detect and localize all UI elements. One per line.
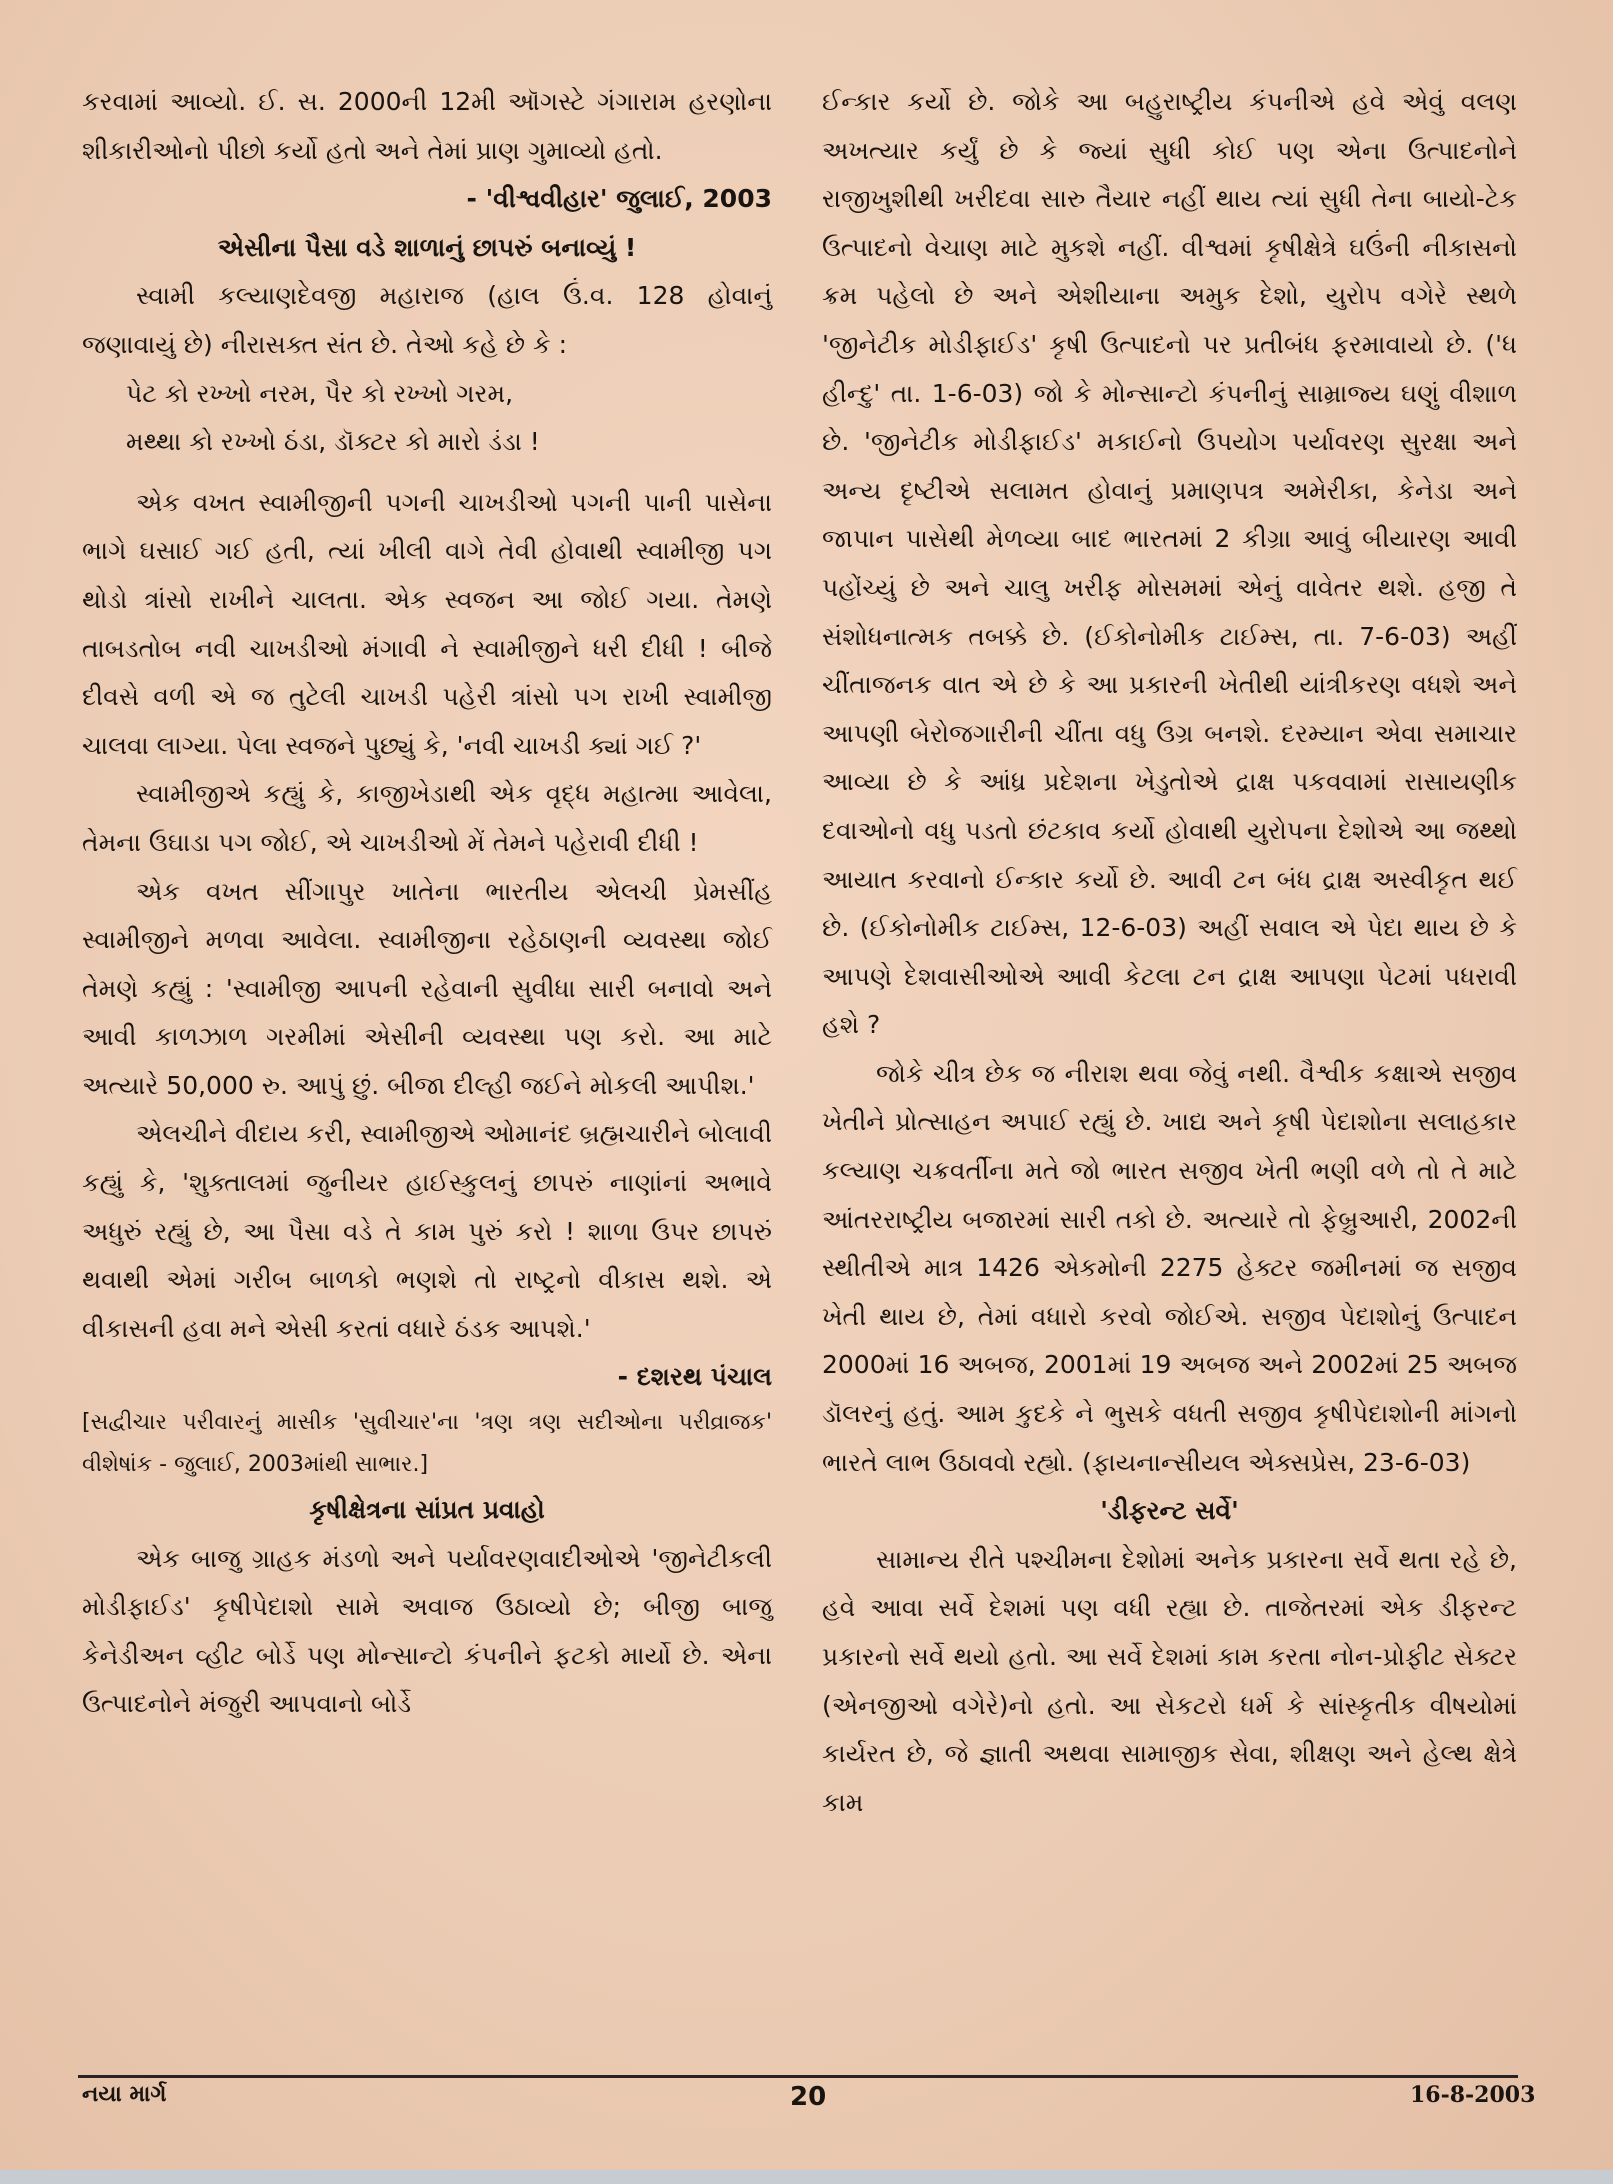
paragraph: એક વખત સ્વામીજીની પગની ચાખડીઓ પગની પાની પાસેના ભાગે ઘસાઈ ગઈ હતી, ત્યાં ખીલી વાગે તેવી હોવાથી સ્વામીજી પગ થોડો ત્રાંસો રાખીને ચાલતા. એક સ્વજન આ જોઈ ગયા. તેમણે તાબડતોબ નવી ચાખડીઓ મંગાવી ને સ્વામીજીને ધરી દીધી ! બીજે દીવસે વળી એ જ તુટેલી ચાખડી પહેરી ત્રાંસો પગ રાખી સ્વામીજી ચાલવા લાગ્યા. પેલા સ્વજને પુછ્યું કે, 'નવી ચાખડી ક્યાં ગઈ ?' <box>82 487 772 760</box>
paragraph: એક વખત સીંગાપુર ખાતેના ભારતીય એલચી પ્રેમસીંહ સ્વામીજીને મળવા આવેલા. સ્વામીજીના રહેઠાણની વ્યવસ્થા જોઈ તેમણે કહ્યું : 'સ્વામીજી આપની રહેવાની સુવીધા સારી બનાવો અને આવી કાળઝાળ ગરમીમાં એસીની વ્યવસ્થા પણ કરો. આ માટે અત્યારે 50,000 રુ. આપું છું. બીજા દીલ્હી જઈને મોકલી આપીશ.' <box>82 876 772 1100</box>
issue-date: 16-8-2003 <box>1410 2082 1536 2108</box>
section-heading: એસીના પૈસા વડે શાળાનું છાપરું બનાવ્યું ! <box>217 232 637 262</box>
source-note: [સદ્વીચાર પરીવારનું માસીક 'સુવીચાર'ના 'ત્રણ ત્રણ સદીઓના પરીવ્રાજક' વીશેષાંક - જુલાઈ, 2003માંથી સાભાર.] <box>82 1410 772 1478</box>
paragraph: કરવામાં આવ્યો. ઈ. સ. 2000ની 12મી ઑગસ્ટે ગંગારામ હરણોના શીકારીઓનો પીછો કર્યો હતો અને તેમાં પ્રાણ ગુમાવ્યો હતો. <box>82 87 772 165</box>
verse-line: મથ્થા કો રખ્ખો ઠંડા, ડૉક્ટર કો મારો ડંડા ! <box>126 427 540 457</box>
verse-line: પેટ કો રખ્ખો નરમ, પૈર કો રખ્ખો ગરમ, <box>126 378 514 408</box>
right-column <box>822 78 1517 1827</box>
author-credit: - દશરથ પંચાલ <box>617 1362 772 1392</box>
paragraph: સ્વામી કલ્યાણદેવજી મહારાજ (હાલ ઉં.વ. 128 હોવાનું જણાવાયું છે) નીરાસક્ત સંત છે. તેઓ કહે છે કે : <box>82 281 772 359</box>
paragraph: ઈન્કાર કર્યો છે. જોકે આ બહુરાષ્ટ્રીય કંપનીએ હવે એવું વલણ અખત્યાર કર્યું છે કે જ્યાં સુધી કોઈ પણ એના ઉત્પાદનોને રાજીખુશીથી ખરીદવા સારુ તૈયાર નહીં થાય ત્યાં સુધી તેના બાયો-ટેક ઉત્પાદનો વેચાણ માટે મુકશે નહીં. વીશ્વમાં કૃષીક્ષેત્રે ઘઉંની નીકાસનો ક્રમ પહેલો છે અને એશીયાના અમુક દેશો, યુરોપ વગેરે સ્થળે 'જીનેટીક મોડીફાઈડ' કૃષી ઉત્પાદનો પર પ્રતીબંધ ફરમાવાયો છે. ('ધ હીન્દુ' તા. 1-6-03) જો કે મોન્સાન્ટો કંપનીનું સામ્રાજ્ય ઘણું વીશાળ છે. 'જીનેટીક મોડીફાઈડ' મકાઈનો ઉપયોગ પર્યાવરણ સુરક્ષા અને અન્ય દૃષ્ટીએ સલામત હોવાનું પ્રમાણપત્ર અમેરીકા, કેનેડા અને જાપાન પાસેથી મેળવ્યા બાદ ભારતમાં 2 કીગ્રા આવું બીયારણ આવી પહોંચ્યું છે અને ચાલુ ખરીફ મોસમમાં એનું વાવેતર થશે. હજી તે સંશોધનાત્મક તબક્કે છે. (ઈકોનોમીક ટાઈમ્સ, તા. 7-6-03) અહીં ચીંતાજનક વાત એ છે કે આ પ્રકારની ખેતીથી યાંત્રીકરણ વધશે અને આપણી બેરોજગારીની ચીંતા વધુ ઉગ્ર બનશે. દરમ્યાન એવા સમાચાર આવ્યા છે કે આંધ્ર પ્રદેશના ખેડુતોએ દ્રાક્ષ પકવવામાં રાસાયણીક દવાઓનો વધુ પડતો છંટકાવ કર્યો હોવાથી યુરોપના દેશોએ આ જથ્થો આયાત કરવાનો ઈન્કાર કર્યો છે. આવી ટન બંધ દ્રાક્ષ અસ્વીકૃત થઈ છે. (ઈકોનોમીક ટાઈમ્સ, 12-6-03) અહીં સવાલ એ પેદા થાય છે કે આપણે દેશવાસીઓએ આવી કેટલા ટન દ્રાક્ષ આપણા પેટમાં પધરાવી હશે ? <box>822 87 1517 1040</box>
section-heading: કૃષીક્ષેત્રના સાંપ્રત પ્રવાહો <box>309 1495 545 1525</box>
paragraph: સામાન્ય રીતે પશ્ચીમના દેશોમાં અનેક પ્રકારના સર્વે થતા રહે છે, હવે આવા સર્વે દેશમાં પણ વધી રહ્યા છે. તાજેતરમાં એક ડીફરન્ટ પ્રકારનો સર્વે થયો હતો. આ સર્વે દેશમાં કામ કરતા નોન-પ્રોફીટ સેક્ટર (એનજીઓ વગેરે)નો હતો. આ સેકટરો ધર્મ કે સાંસ્કૃતીક વીષયોમાં કાર્યરત છે, જે જ્ઞાતી અથવા સામાજીક સેવા, શીક્ષણ અને હેલ્થ ક્ષેત્રે કામ <box>822 1544 1517 1817</box>
section-heading: 'ડીફરન્ટ સર્વે' <box>1100 1496 1239 1526</box>
paragraph: સ્વામીજીએ કહ્યું કે, કાજીખેડાથી એક વૃદ્ધ મહાત્મા આવેલા, તેમના ઉઘાડા પગ જોઈ, એ ચાખડીઓ મેં તેમને પહેરાવી દીધી ! <box>82 779 772 857</box>
source-citation: - 'વીશ્વવીહાર' જુલાઈ, 2003 <box>466 184 772 214</box>
paragraph: એક બાજુ ગ્રાહક મંડળો અને પર્યાવરણવાદીઓએ 'જીનેટીકલી મોડીફાઈડ' કૃષીપેદાશો સામે અવાજ ઉઠાવ્યો છે; બીજી બાજુ કેનેડીઅન વ્હીટ બોર્ડે પણ મોન્સાન્ટો કંપનીને ફટકો માર્યો છે. એના ઉત્પાદનોને મંજુરી આપવાનો બોર્ડે <box>82 1543 772 1719</box>
publication-name: નયા માર્ગ <box>82 2082 167 2107</box>
page-number: 20 <box>790 2082 827 2112</box>
footer-divider <box>78 2075 1518 2078</box>
scan-edge <box>0 2170 1613 2184</box>
left-column <box>82 78 772 1729</box>
paragraph: જોકે ચીત્ર છેક જ નીરાશ થવા જેવું નથી. વૈશ્વીક કક્ષાએ સજીવ ખેતીને પ્રોત્સાહન અપાઈ રહ્યું છે. ખાદ્ય અને કૃષી પેદાશોના સલાહકાર કલ્યાણ ચક્રવર્તીના મતે જો ભારત સજીવ ખેતી ભણી વળે તો તે માટે આંતરરાષ્ટ્રીય બજારમાં સારી તકો છે. અત્યારે તો ફેબ્રુઆરી, 2002ની સ્થીતીએ માત્ર 1426 એકમોની 2275 હેક્ટર જમીનમાં જ સજીવ ખેતી થાય છે, તેમાં વધારો કરવો જોઈએ. સજીવ પેદાશોનું ઉત્પાદન 2000માં 16 અબજ, 2001માં 19 અબજ અને 2002માં 25 અબજ ડૉલરનું હતું. આમ કુદકે ને ભુસકે વધતી સજીવ કૃષીપેદાશોની માંગનો ભારતે લાભ ઉઠાવવો રહ્યો. (ફાયનાન્સીયલ એક્સપ્રેસ, 23-6-03) <box>822 1058 1517 1477</box>
paragraph: એલચીને વીદાય કરી, સ્વામીજીએ ઓમાનંદ બ્રહ્મચારીને બોલાવી કહ્યું કે, 'શુક્તાલમાં જુનીયર હાઈસ્કુલનું છાપરું નાણાંનાં અભાવે અધુરું રહ્યું છે, આ પૈસા વડે તે કામ પુરું કરો ! શાળા ઉપર છાપરું થવાથી એમાં ગરીબ બાળકો ભણશે તો રાષ્ટ્રનો વીકાસ થશે. એ વીકાસની હવા મને એસી કરતાં વધારે ઠંડક આપશે.' <box>82 1119 772 1343</box>
